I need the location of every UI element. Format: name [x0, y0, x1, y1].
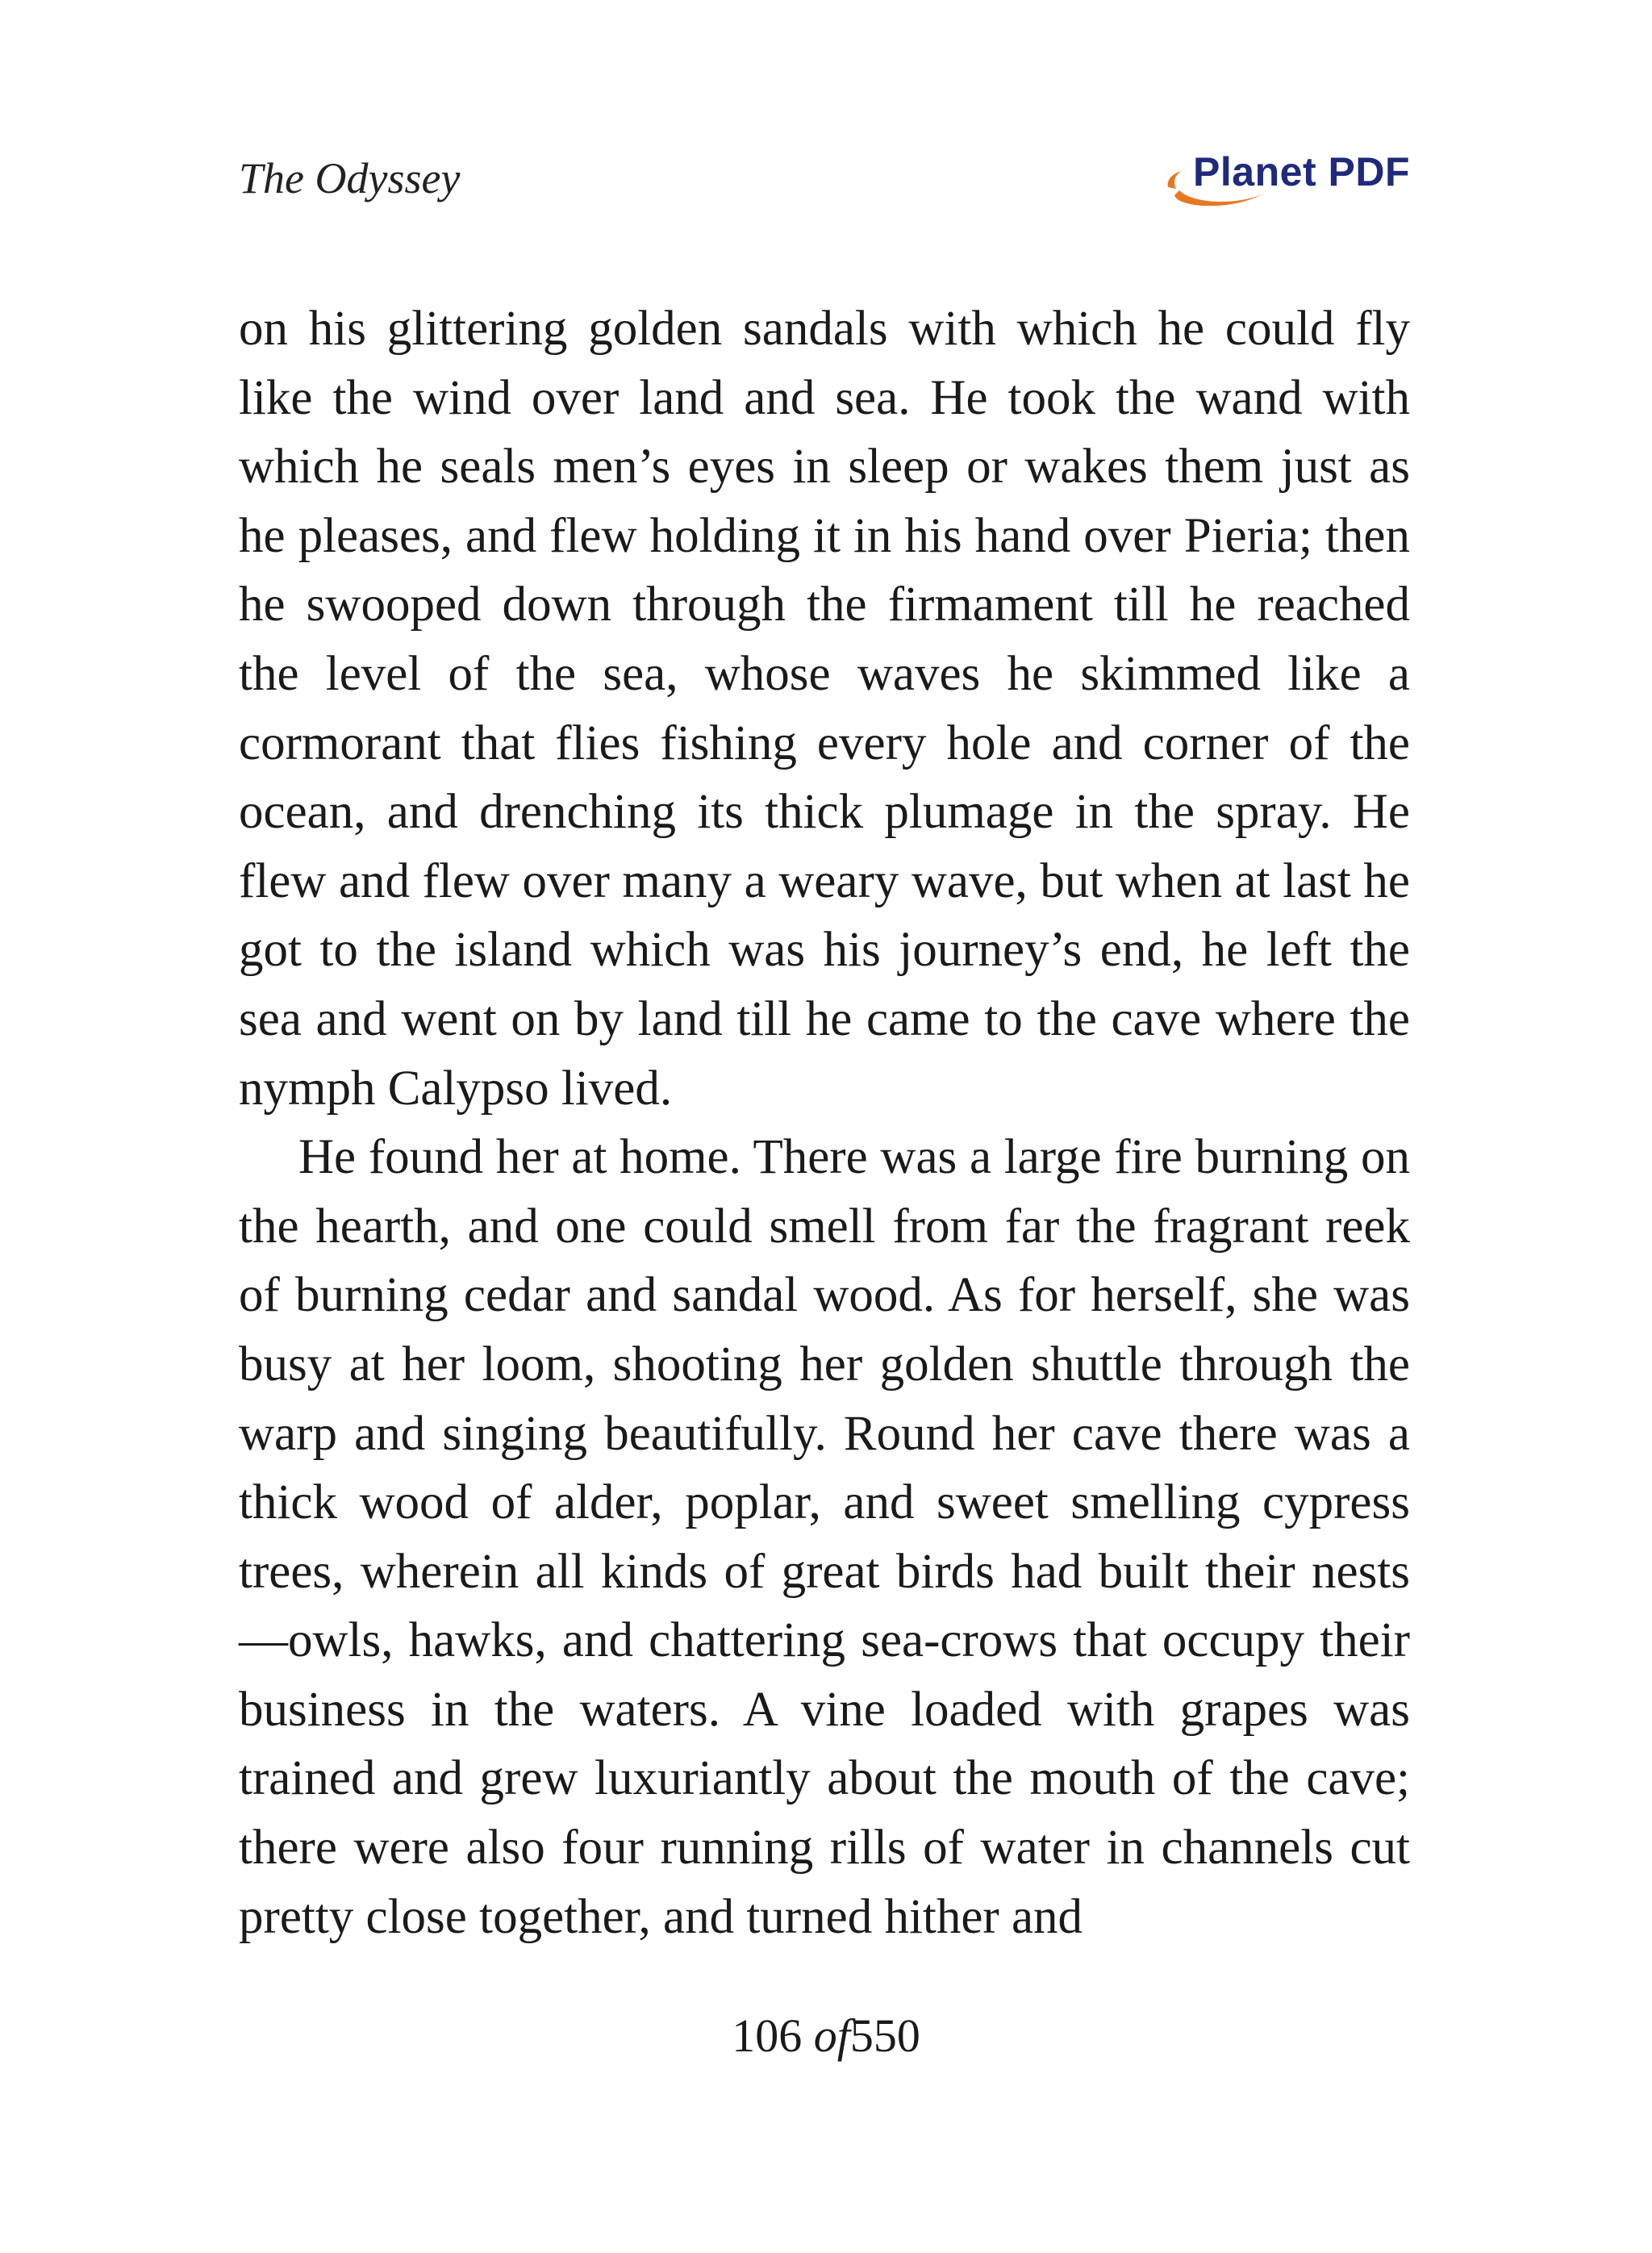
page-header [239, 145, 1410, 226]
planet-pdf-logo [1160, 148, 1410, 213]
page-total: 550 [849, 2009, 920, 2062]
paragraph: on his glittering golden sandals with which he could fly like the wind over land and sea. He took the wand with which he seals men’s eyes in sleep or wakes them just as he pleases, and flew holding it in his hand over Pieria; then he swooped down through the firmament till he reached the level of the sea, whose waves he skimmed like a cormorant that flies fishing every hole and corner of the ocean, and drenching its thick plumage in the spray. He flew and flew over many a weary wave, but when at last he got to the island which was his journey’s end, he left the sea and went on by land till he came to the cave where the nymph Calypso lived. [239, 302, 1410, 1116]
page-number [0, 2009, 1652, 2063]
page-current: 106 [732, 2009, 803, 2062]
page-of-label: of [813, 2009, 850, 2062]
paragraph: He found her at home. There was a large fire burning on the hearth, and one could smell from far the fragrant reek of burning cedar and sandal wood. As for herself, she was busy at her loom, shooting her golden shuttle through the warp and singing beautifully. Round her cave there was a thick wood of alder, poplar, and sweet smelling cypress trees, wherein all kinds of great birds had built their nests—owls, hawks, and chattering sea-crows that occupy their business in the waters. A vine loaded with grapes was trained and grew luxuriantly about the mouth of the cave; there were also four running rills of water in channels cut pretty close together, and turned hither and [239, 1130, 1410, 1944]
logo-text: Planet PDF [1193, 149, 1410, 194]
body-text [239, 294, 1410, 1951]
book-title: The Odyssey [239, 154, 461, 202]
